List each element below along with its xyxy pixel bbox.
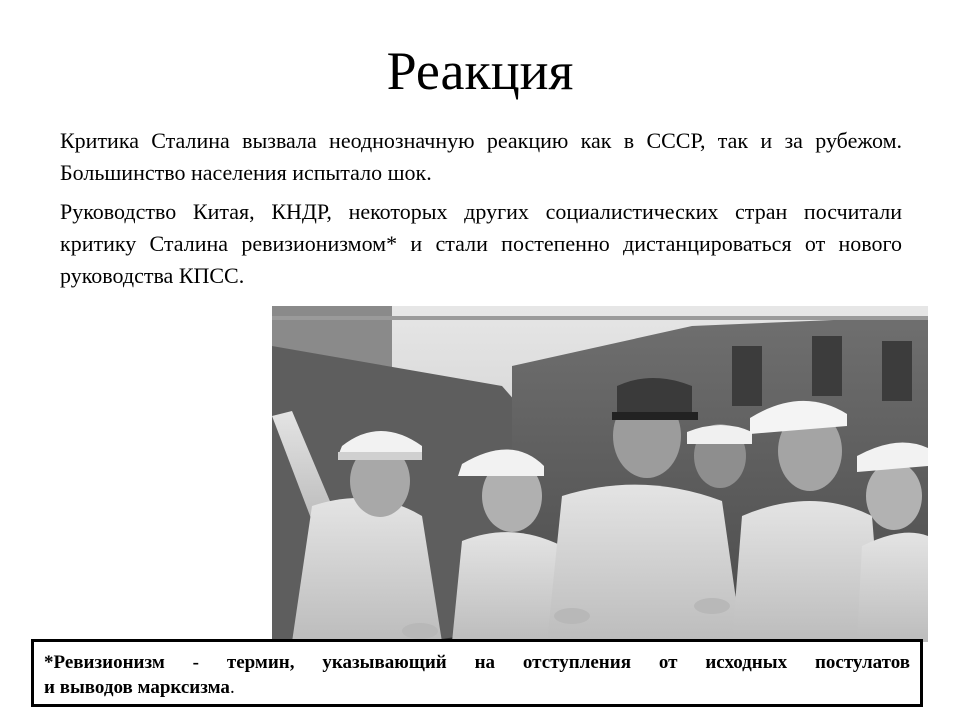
footnote-line-2	[44, 675, 910, 700]
historical-group-photo	[272, 306, 928, 642]
footnote-box	[31, 639, 923, 707]
footnote-line-1: *Ревизионизм - термин, указывающий на отступления от исходных постулатов	[44, 652, 910, 673]
slide-body	[60, 125, 902, 299]
photo-illustration	[272, 306, 928, 642]
paragraph-leadership: Руководство Китая, КНДР, некоторых других социалистических стран посчитали критику Сталина ревизионизмом* и стали постепенно дистанцироваться от нового руководства КПСС.	[60, 199, 902, 288]
footnote-end-period: .	[229, 677, 235, 698]
footnote-line-2-text: и выводов марксизма	[44, 677, 230, 698]
slide-title: Реакция	[386, 41, 574, 101]
paragraph-reaction: Критика Сталина вызвала неоднозначную реакцию как в СССР, так и за рубежом. Большинство населения испытало шок.	[60, 128, 902, 185]
